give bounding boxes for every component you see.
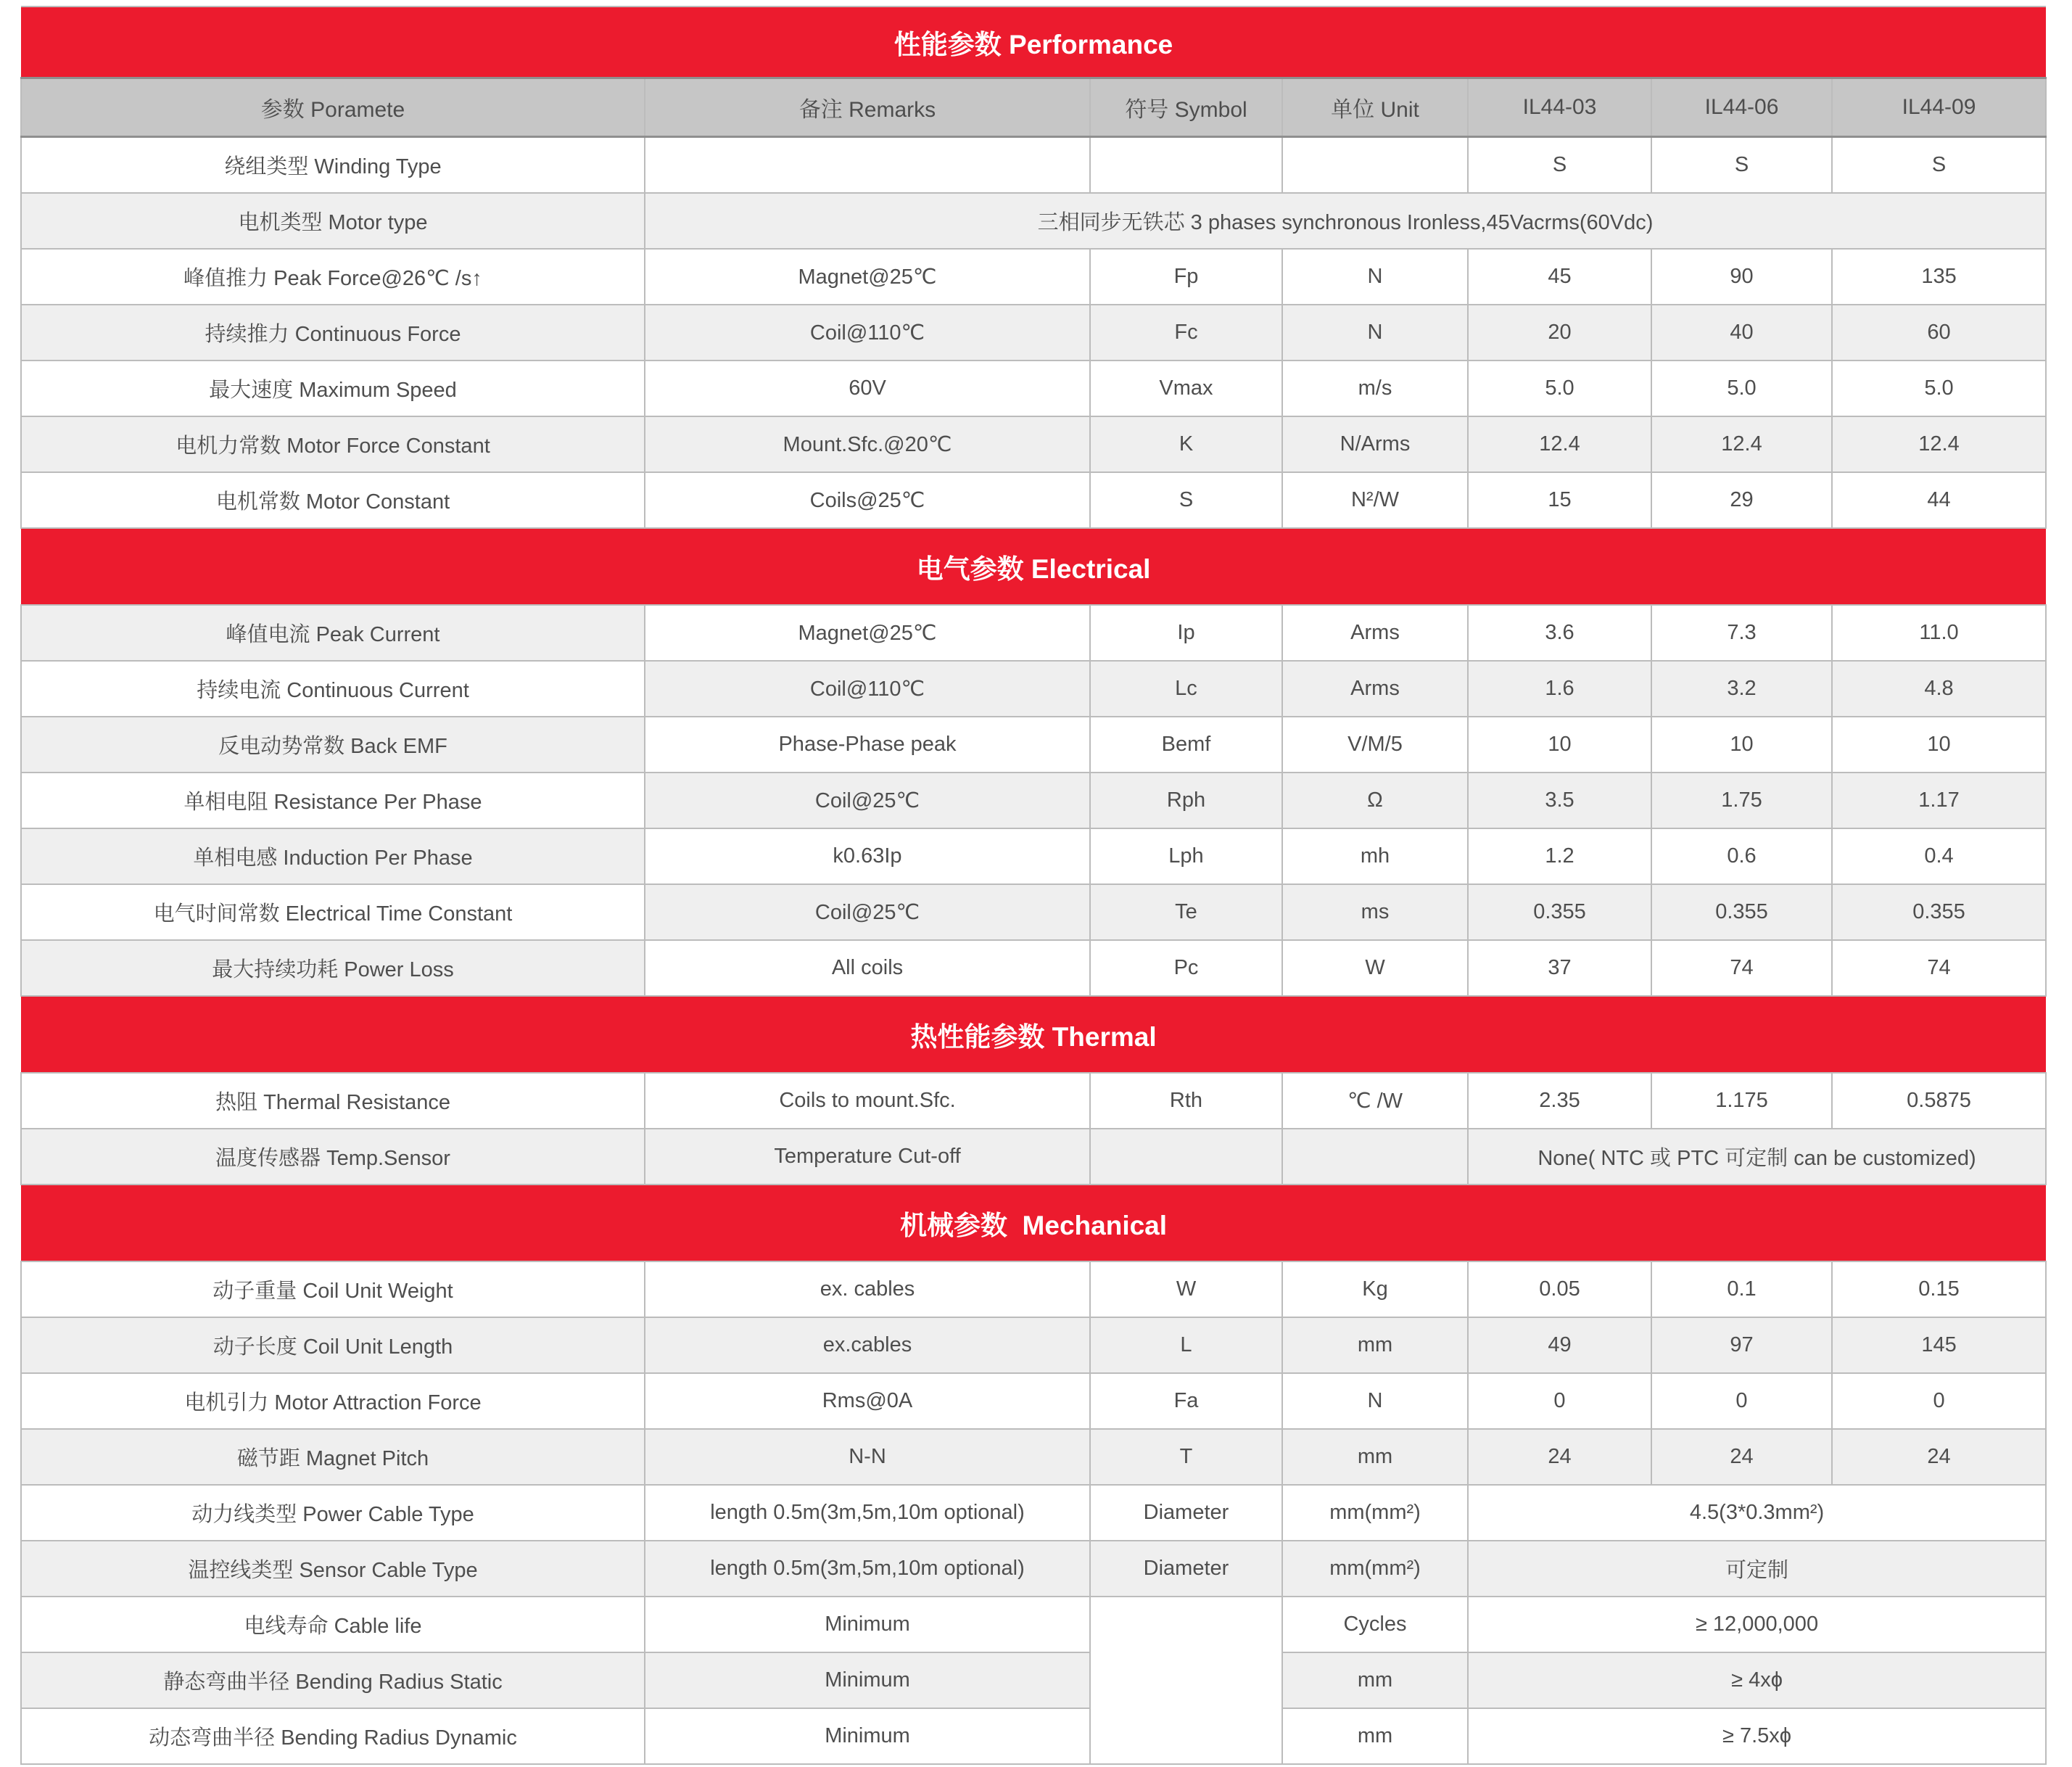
value-cell: 90 [1651,249,1832,305]
unit-cell: N [1282,249,1468,305]
value-cell: 45 [1468,249,1651,305]
param-cell: 电机引力 Motor Attraction Force [21,1373,645,1429]
remarks-cell: Minimum [645,1708,1090,1764]
value-cell: 0.355 [1468,884,1651,940]
value-cell: 74 [1651,940,1832,996]
symbol-cell: W [1090,1261,1282,1317]
table-row [21,1129,2046,1185]
value-cell: 0.355 [1832,884,2046,940]
value-cell: 4.8 [1832,661,2046,717]
unit-cell: Kg [1282,1261,1468,1317]
table-row [21,1541,2046,1597]
remarks-cell: Temperature Cut-off [645,1129,1090,1185]
remarks-cell: Magnet@25℃ [645,605,1090,661]
symbol-cell [1090,137,1282,194]
merged-value-cell: 4.5(3*0.3mm²) [1468,1485,2046,1541]
remarks-cell: length 0.5m(3m,5m,10m optional) [645,1485,1090,1541]
value-cell: 0 [1468,1373,1651,1429]
table-row [21,661,2046,717]
unit-cell: Arms [1282,661,1468,717]
table-row [21,137,2046,194]
remarks-cell: All coils [645,940,1090,996]
symbol-cell: Bemf [1090,717,1282,773]
unit-cell: N/Arms [1282,416,1468,472]
value-cell: 0.15 [1832,1261,2046,1317]
param-cell: 温度传感器 Temp.Sensor [21,1129,645,1185]
param-cell: 动力线类型 Power Cable Type [21,1485,645,1541]
value-cell: S [1832,137,2046,194]
table-row [21,828,2046,884]
table-row [21,1597,2046,1652]
unit-cell: mm [1282,1708,1468,1764]
col-header-il44-09: IL44-09 [1832,78,2046,137]
spec-table [20,6,2047,1765]
remarks-cell: Magnet@25℃ [645,249,1090,305]
merged-value-cell: 可定制 [1468,1541,2046,1597]
value-cell: S [1468,137,1651,194]
param-cell: 最大速度 Maximum Speed [21,361,645,416]
value-cell: 24 [1651,1429,1832,1485]
symbol-cell: Fa [1090,1373,1282,1429]
unit-cell: Cycles [1282,1597,1468,1652]
param-cell: 电气时间常数 Electrical Time Constant [21,884,645,940]
table-row [21,361,2046,416]
remarks-cell: k0.63Ip [645,828,1090,884]
unit-cell: mm [1282,1317,1468,1373]
value-cell: 12.4 [1651,416,1832,472]
remarks-cell: Coil@110℃ [645,305,1090,361]
symbol-cell: Pc [1090,940,1282,996]
remarks-cell: Coil@110℃ [645,661,1090,717]
symbol-cell: Vmax [1090,361,1282,416]
value-cell: 1.6 [1468,661,1651,717]
unit-cell: W [1282,940,1468,996]
remarks-cell: Phase-Phase peak [645,717,1090,773]
merged-value-cell: ≥ 4xϕ [1468,1652,2046,1708]
symbol-cell: Diameter [1090,1541,1282,1597]
value-cell: 1.2 [1468,828,1651,884]
value-cell: 2.35 [1468,1073,1651,1129]
value-cell: 0 [1651,1373,1832,1429]
section-header-electrical [21,528,2046,605]
symbol-cell: Fc [1090,305,1282,361]
col-header-remarks: 备注 Remarks [645,78,1090,137]
remarks-cell: N-N [645,1429,1090,1485]
table-row [21,1652,2046,1708]
symbol-cell: K [1090,416,1282,472]
symbol-cell: Fp [1090,249,1282,305]
remarks-cell: Minimum [645,1652,1090,1708]
remarks-cell: Minimum [645,1597,1090,1652]
table-row [21,305,2046,361]
remarks-cell: Coils to mount.Sfc. [645,1073,1090,1129]
symbol-cell: Te [1090,884,1282,940]
symbol-cell: Diameter [1090,1485,1282,1541]
param-cell: 单相电阻 Resistance Per Phase [21,773,645,828]
column-header-row [21,78,2046,137]
param-cell: 电线寿命 Cable life [21,1597,645,1652]
value-cell: 44 [1832,472,2046,528]
param-cell: 热阻 Thermal Resistance [21,1073,645,1129]
unit-cell: N²/W [1282,472,1468,528]
unit-cell: mm [1282,1429,1468,1485]
unit-cell: Arms [1282,605,1468,661]
merged-value-cell: ≥ 7.5xϕ [1468,1708,2046,1764]
symbol-cell: Lc [1090,661,1282,717]
section-header-mechanical [21,1185,2046,1261]
value-cell: 29 [1651,472,1832,528]
param-cell: 峰值电流 Peak Current [21,605,645,661]
table-row [21,193,2046,249]
param-cell: 持续电流 Continuous Current [21,661,645,717]
section-title: 机械参数 Mechanical [21,1185,2046,1261]
value-cell: 24 [1468,1429,1651,1485]
value-cell: 145 [1832,1317,2046,1373]
symbol-cell: L [1090,1317,1282,1373]
value-cell: 0.6 [1651,828,1832,884]
unit-cell: ms [1282,884,1468,940]
value-cell: 74 [1832,940,2046,996]
param-cell: 动态弯曲半径 Bending Radius Dynamic [21,1708,645,1764]
unit-cell: mm(mm²) [1282,1541,1468,1597]
unit-cell: N [1282,305,1468,361]
table-row [21,1429,2046,1485]
col-header-symbol: 符号 Symbol [1090,78,1282,137]
value-cell: 60 [1832,305,2046,361]
value-cell: 3.5 [1468,773,1651,828]
table-row [21,1373,2046,1429]
value-cell: 0.5875 [1832,1073,2046,1129]
value-cell: 7.3 [1651,605,1832,661]
value-cell: 5.0 [1832,361,2046,416]
param-cell: 动子重量 Coil Unit Weight [21,1261,645,1317]
value-cell: 1.175 [1651,1073,1832,1129]
merged-value-cell: None( NTC 或 PTC 可定制 can be customized) [1468,1129,2046,1185]
table-row [21,1261,2046,1317]
unit-cell: mm [1282,1652,1468,1708]
value-cell: 1.75 [1651,773,1832,828]
value-cell: 15 [1468,472,1651,528]
symbol-cell: Ip [1090,605,1282,661]
remarks-cell: Mount.Sfc.@20℃ [645,416,1090,472]
value-cell: 5.0 [1651,361,1832,416]
table-row [21,1485,2046,1541]
remarks-cell: length 0.5m(3m,5m,10m optional) [645,1541,1090,1597]
symbol-cell: Rph [1090,773,1282,828]
value-cell: 20 [1468,305,1651,361]
symbol-cell: S [1090,472,1282,528]
unit-cell: V/M/5 [1282,717,1468,773]
value-cell: 0.355 [1651,884,1832,940]
table-row [21,773,2046,828]
section-title: 电气参数 Electrical [21,528,2046,605]
param-cell: 绕组类型 Winding Type [21,137,645,194]
unit-cell: ℃ /W [1282,1073,1468,1129]
param-cell: 单相电感 Induction Per Phase [21,828,645,884]
remarks-cell: Rms@0A [645,1373,1090,1429]
value-cell: 49 [1468,1317,1651,1373]
value-cell: 97 [1651,1317,1832,1373]
param-cell: 温控线类型 Sensor Cable Type [21,1541,645,1597]
remarks-cell: Coil@25℃ [645,884,1090,940]
table-row [21,1317,2046,1373]
value-cell: 3.6 [1468,605,1651,661]
value-cell: 24 [1832,1429,2046,1485]
col-header-il44-06: IL44-06 [1651,78,1832,137]
value-cell: 10 [1832,717,2046,773]
param-cell: 反电动势常数 Back EMF [21,717,645,773]
remarks-cell [645,137,1090,194]
value-cell: 1.17 [1832,773,2046,828]
col-header-unit: 单位 Unit [1282,78,1468,137]
symbol-cell: Rth [1090,1073,1282,1129]
section-title: 性能参数 Performance [21,7,2046,78]
value-cell: 3.2 [1651,661,1832,717]
value-cell: S [1651,137,1832,194]
table-row [21,605,2046,661]
value-cell: 10 [1651,717,1832,773]
param-cell: 电机类型 Motor type [21,193,645,249]
col-header-il44-03: IL44-03 [1468,78,1651,137]
param-cell: 电机常数 Motor Constant [21,472,645,528]
section-header-performance [21,7,2046,78]
table-row [21,1708,2046,1764]
remarks-cell: 60V [645,361,1090,416]
table-row [21,1073,2046,1129]
section-title: 热性能参数 Thermal [21,996,2046,1073]
merged-value-cell: ≥ 12,000,000 [1468,1597,2046,1652]
value-cell: 40 [1651,305,1832,361]
param-cell: 静态弯曲半径 Bending Radius Static [21,1652,645,1708]
unit-cell: Ω [1282,773,1468,828]
section-header-thermal [21,996,2046,1073]
param-cell: 峰值推力 Peak Force@26℃ /s↑ [21,249,645,305]
table-row [21,884,2046,940]
unit-cell: m/s [1282,361,1468,416]
unit-cell: mm(mm²) [1282,1485,1468,1541]
table-row [21,940,2046,996]
value-cell: 0.4 [1832,828,2046,884]
unit-cell: N [1282,1373,1468,1429]
value-cell: 10 [1468,717,1651,773]
param-cell: 最大持续功耗 Power Loss [21,940,645,996]
value-cell: 0.05 [1468,1261,1651,1317]
value-cell: 12.4 [1468,416,1651,472]
table-row [21,472,2046,528]
symbol-cell [1090,1129,1282,1185]
remarks-cell: Coils@25℃ [645,472,1090,528]
symbol-cell: T [1090,1429,1282,1485]
value-cell: 0 [1832,1373,2046,1429]
param-cell: 电机力常数 Motor Force Constant [21,416,645,472]
value-cell: 11.0 [1832,605,2046,661]
symbol-cell: Lph [1090,828,1282,884]
value-cell: 0.1 [1651,1261,1832,1317]
merged-value-cell: 三相同步无铁芯 3 phases synchronous Ironless,45Vacrms(60Vdc) [645,193,2046,249]
table-row [21,416,2046,472]
value-cell: 5.0 [1468,361,1651,416]
col-header-param: 参数 Poramete [21,78,645,137]
symbol-cell [1090,1597,1282,1764]
unit-cell [1282,137,1468,194]
unit-cell [1282,1129,1468,1185]
value-cell: 12.4 [1832,416,2046,472]
remarks-cell: Coil@25℃ [645,773,1090,828]
unit-cell: mh [1282,828,1468,884]
table-row [21,717,2046,773]
param-cell: 持续推力 Continuous Force [21,305,645,361]
param-cell: 动子长度 Coil Unit Length [21,1317,645,1373]
value-cell: 37 [1468,940,1651,996]
remarks-cell: ex. cables [645,1261,1090,1317]
table-row [21,249,2046,305]
value-cell: 135 [1832,249,2046,305]
param-cell: 磁节距 Magnet Pitch [21,1429,645,1485]
remarks-cell: ex.cables [645,1317,1090,1373]
